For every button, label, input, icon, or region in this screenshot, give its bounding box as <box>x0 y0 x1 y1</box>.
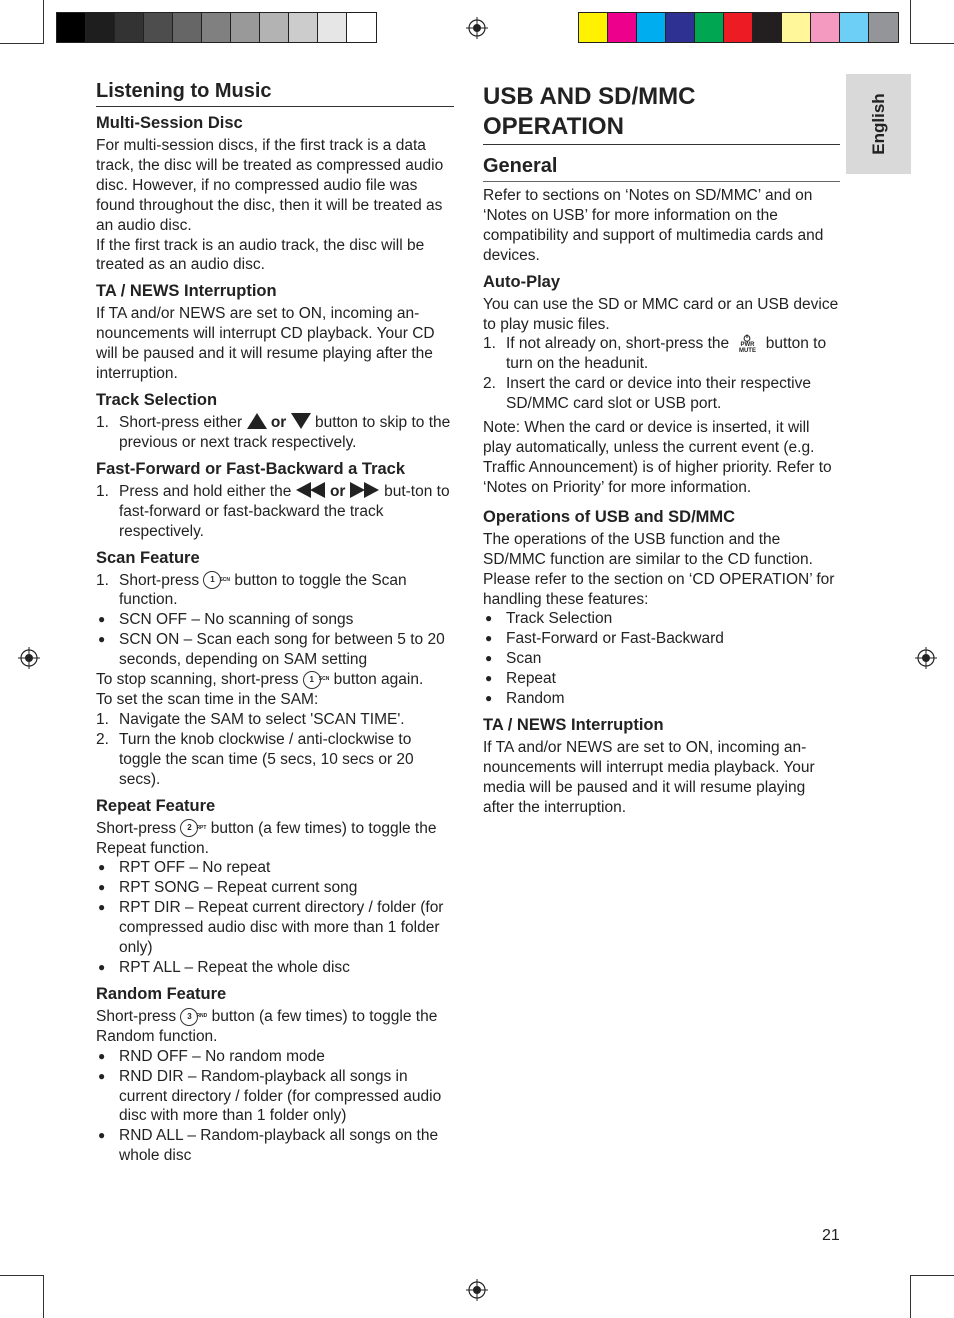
color-swatch <box>608 13 637 42</box>
bullet-text: SCN ON – Scan each song for between 5 to 20 seconds, depending on SAM setting <box>119 631 445 669</box>
color-swatch <box>695 13 724 42</box>
bullet-text: RND DIR – Random-playback all songs in current directory / folder (for compressed audio disc with more than 1 folder only) <box>119 1067 442 1125</box>
color-swatch <box>347 13 376 42</box>
bullet-text: Fast-Forward or Fast-Backward <box>506 630 724 648</box>
rewind-icon <box>296 482 326 498</box>
list-item <box>96 1067 454 1127</box>
list-item <box>483 629 840 649</box>
step-text: button to toggle the Scan function. <box>119 571 407 609</box>
crop-mark <box>0 1275 44 1276</box>
step-number: 1. <box>483 335 496 353</box>
text: Short-press <box>96 1007 177 1025</box>
list-item <box>96 1126 454 1166</box>
power-icon <box>743 334 751 342</box>
crop-mark <box>910 1275 954 1276</box>
list-item <box>96 898 454 958</box>
random-bullets <box>96 1047 454 1166</box>
button-label: RND <box>196 1012 208 1019</box>
button-number: 3 <box>180 1008 198 1026</box>
button-label: MUTE <box>738 348 756 355</box>
fast-forward-icon <box>350 482 380 498</box>
list-item <box>483 609 840 629</box>
repeat-bullets <box>96 858 454 977</box>
bullet-icon: ● <box>485 631 493 646</box>
repeat-heading: Repeat Feature <box>96 796 216 815</box>
left-column <box>96 78 454 1166</box>
color-swatch <box>666 13 695 42</box>
step-text: button to turn on the headunit. <box>506 335 827 373</box>
bullet-text: RPT ALL – Repeat the whole disc <box>119 958 350 976</box>
bullet-icon: ● <box>98 959 106 974</box>
bullet-icon: ● <box>98 900 106 915</box>
color-swatch <box>579 13 608 42</box>
language-tab-label: English <box>868 93 888 155</box>
bullet-text: RPT DIR – Repeat current directory / folder (for compressed audio disc with more than 1 folder only) <box>119 899 444 957</box>
step-number: 2. <box>96 730 109 748</box>
registration-mark-icon <box>18 647 40 669</box>
scan-bullets <box>96 610 454 670</box>
bullet-icon: ● <box>98 1048 106 1063</box>
bullet-icon: ● <box>485 671 493 686</box>
operations-bullets <box>483 609 840 709</box>
bullet-text: SCN OFF – No scanning of songs <box>119 611 354 629</box>
step-text: If not already on, short-press the <box>506 335 730 353</box>
list-item <box>96 630 454 670</box>
or-label: or <box>329 482 346 500</box>
button-number: 1 <box>303 671 321 689</box>
bullet-text: RPT SONG – Repeat current song <box>119 879 358 897</box>
ta-news-heading: TA / NEWS Interruption <box>96 282 277 301</box>
crop-mark <box>0 43 44 44</box>
autoplay-heading: Auto-Play <box>483 272 561 291</box>
ta-news-text: If TA and/or NEWS are set to ON, incoming an-nouncements will interrupt CD playback. Your CD will be paused and it will resume playing after the interruption. <box>96 305 435 383</box>
list-item <box>96 571 454 611</box>
color-swatch <box>231 13 260 42</box>
crop-mark <box>910 43 954 44</box>
list-item <box>96 413 454 453</box>
operations-text: The operations of the USB function and the SD/MMC function are similar to the CD function. Please refer to the section on ‘CD OPERATION’ for handling these features: <box>483 530 835 608</box>
bullet-icon: ● <box>98 612 106 627</box>
right-ta-news-text: If TA and/or NEWS are set to ON, incoming an-nouncements will interrupt media playback. Your media will be paused and it will resume playing after the interruption. <box>483 738 815 816</box>
scan-time-steps <box>96 710 454 790</box>
section-title: Listening to Music <box>96 78 454 107</box>
track-selection-heading: Track Selection <box>96 390 218 409</box>
multisession-heading: Multi-Session Disc <box>96 114 243 132</box>
scan-stop-text <box>96 670 454 690</box>
random-button-icon <box>180 1007 207 1027</box>
list-item <box>96 730 454 790</box>
step-text: button to skip to the previous or next track respectively. <box>119 413 451 451</box>
color-bar <box>578 12 899 43</box>
color-swatch <box>115 13 144 42</box>
list-item <box>483 689 840 709</box>
page-number: 21 <box>822 1227 840 1244</box>
language-tab <box>846 74 911 174</box>
color-swatch <box>869 13 898 42</box>
color-swatch <box>202 13 231 42</box>
bullet-text: Random <box>506 690 565 708</box>
autoplay-note: Note: When the card or device is inserted, it will play automatically, unless the current event (e.g. Traffic Announcement) is of higher priority. Refer to ‘Notes on Priority’ for more information. <box>483 419 832 496</box>
crop-mark <box>43 1275 44 1318</box>
color-swatch <box>753 13 782 42</box>
bullet-text: RND ALL – Random-playback all songs on the whole disc <box>119 1127 439 1165</box>
color-swatch <box>724 13 753 42</box>
registration-mark-icon <box>915 647 937 669</box>
or-label: or <box>270 413 287 431</box>
step-text: Press and hold either the <box>119 482 292 500</box>
random-text <box>96 1007 454 1047</box>
scan-time-intro: To set the scan time in the SAM: <box>96 691 319 709</box>
bullet-icon: ● <box>485 611 493 626</box>
registration-mark-icon <box>466 17 488 39</box>
general-heading: General <box>483 153 840 182</box>
crop-mark <box>910 0 911 44</box>
repeat-button-icon <box>180 819 206 839</box>
color-swatch <box>637 13 666 42</box>
step-text: Insert the card or device into their respective SD/MMC card slot or USB port. <box>506 375 811 413</box>
button-label: SCN <box>219 576 230 583</box>
bullet-text: RPT OFF – No repeat <box>119 859 271 877</box>
list-item <box>96 958 454 978</box>
bullet-icon: ● <box>485 691 493 706</box>
color-swatch <box>318 13 347 42</box>
color-swatch <box>811 13 840 42</box>
text: To stop scanning, short-press <box>96 671 299 689</box>
down-arrow-icon <box>291 413 311 429</box>
button-label: SCN <box>318 676 330 683</box>
color-swatch <box>260 13 289 42</box>
color-swatch <box>57 13 86 42</box>
bullet-text: Track Selection <box>506 610 613 628</box>
text: Short-press <box>96 819 177 837</box>
list-item <box>96 1047 454 1067</box>
bullet-icon: ● <box>98 860 106 875</box>
bullet-icon: ● <box>98 1128 106 1143</box>
random-heading: Random Feature <box>96 984 227 1003</box>
registration-mark-icon <box>466 1279 488 1301</box>
bullet-icon: ● <box>98 632 106 647</box>
step-text: but-ton to fast-forward or fast-backward the track respectively. <box>119 482 450 540</box>
right-column <box>483 78 840 818</box>
color-swatch <box>173 13 202 42</box>
ffwd-steps <box>96 482 454 542</box>
list-item <box>96 858 454 878</box>
text: button (a few times) to toggle the Random function. <box>96 1007 438 1045</box>
scan-button-icon <box>303 670 330 690</box>
bullet-text: Scan <box>506 650 542 668</box>
list-item <box>96 878 454 898</box>
autoplay-steps <box>483 334 840 414</box>
up-arrow-icon <box>247 413 267 429</box>
step-number: 1. <box>96 482 109 500</box>
multisession-text-1: For multi-session discs, if the first track is a data track, the disc will be treated as compressed audio disc. However, if no compressed audio file was found throughout the disc, then it will be treated as an audio disc. <box>96 137 444 234</box>
chapter-title: USB AND SD/MMC OPERATION <box>483 82 840 145</box>
list-item <box>483 334 840 374</box>
ffwd-heading: Fast-Forward or Fast-Backward a Track <box>96 459 406 478</box>
crop-mark <box>910 1275 911 1318</box>
list-item <box>483 669 840 689</box>
scan-steps <box>96 571 454 611</box>
step-text: Turn the knob clockwise / anti-clockwise to toggle the scan time (5 secs, 10 secs or 20 secs). <box>119 730 414 788</box>
button-label: PWR <box>740 342 755 349</box>
list-item <box>483 649 840 669</box>
scan-heading: Scan Feature <box>96 548 200 567</box>
color-swatch <box>289 13 318 42</box>
step-number: 1. <box>96 571 109 589</box>
button-number: 2 <box>180 819 198 837</box>
color-swatch <box>86 13 115 42</box>
step-number: 1. <box>96 413 109 431</box>
button-number: 1 <box>203 571 221 589</box>
bullet-icon: ● <box>98 880 106 895</box>
list-item <box>483 374 840 414</box>
general-text: Refer to sections on ‘Notes on SD/MMC’ and on ‘Notes on USB’ for more information on the compatibility and support of multimedia cards and devices. <box>483 187 824 264</box>
track-selection-steps <box>96 413 454 453</box>
crop-mark <box>43 0 44 44</box>
scan-button-icon <box>203 571 230 591</box>
step-number: 2. <box>483 375 496 393</box>
step-number: 1. <box>96 710 109 728</box>
color-swatch <box>840 13 869 42</box>
multisession-text-2: If the first track is an audio track, the disc will be treated as an audio disc. <box>96 236 425 274</box>
color-swatch <box>144 13 173 42</box>
bullet-text: RND OFF – No random mode <box>119 1047 325 1065</box>
step-text: Navigate the SAM to select 'SCAN TIME'. <box>119 710 405 728</box>
bullet-icon: ● <box>485 651 493 666</box>
power-mute-button-icon <box>733 334 761 354</box>
bullet-text: Repeat <box>506 670 556 688</box>
list-item <box>96 482 454 542</box>
text: button again. <box>333 671 424 689</box>
button-label: RPT <box>196 824 207 831</box>
list-item <box>96 710 454 730</box>
autoplay-text: You can use the SD or MMC card or an USB device to play music files. <box>483 295 839 333</box>
color-swatch <box>782 13 811 42</box>
right-ta-news-heading: TA / NEWS Interruption <box>483 715 664 734</box>
repeat-text <box>96 819 454 859</box>
text: button (a few times) to toggle the Repeat function. <box>96 819 437 857</box>
grayscale-bar <box>56 12 377 43</box>
step-text: Short-press either <box>119 413 243 431</box>
step-text: Short-press <box>119 571 200 589</box>
bullet-icon: ● <box>98 1068 106 1083</box>
operations-heading: Operations of USB and SD/MMC <box>483 507 736 526</box>
list-item <box>96 610 454 630</box>
